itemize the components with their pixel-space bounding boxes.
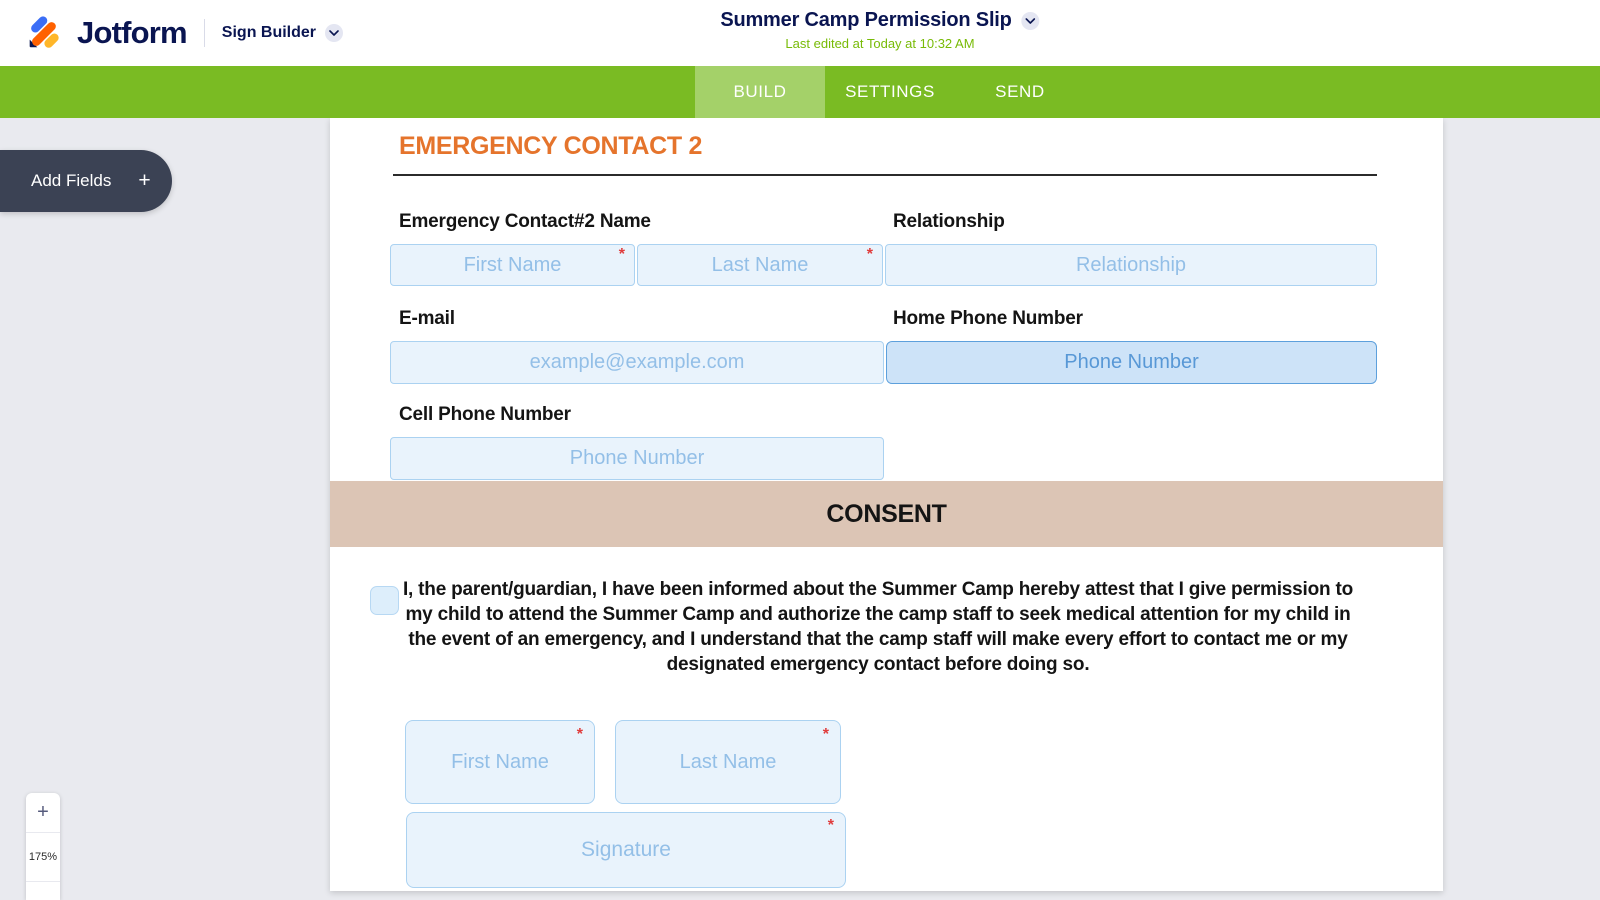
tab-send[interactable]: SEND (995, 82, 1045, 101)
add-fields-label: Add Fields (31, 171, 112, 190)
label-emergency-contact-name[interactable]: Emergency Contact#2 Name (399, 211, 651, 232)
required-asterisk: * (827, 817, 834, 834)
jotform-logo-icon[interactable] (24, 14, 62, 52)
label-relationship[interactable]: Relationship (893, 211, 1005, 232)
label-email[interactable]: E-mail (399, 308, 455, 329)
input-home-phone[interactable] (886, 341, 1377, 384)
section-heading-emergency-contact-2[interactable]: EMERGENCY CONTACT 2 (399, 132, 703, 160)
brand-area (24, 0, 343, 66)
consent-heading-text: CONSENT (826, 499, 947, 528)
input-relationship[interactable] (885, 244, 1377, 286)
consent-checkbox[interactable] (370, 586, 399, 615)
form-canvas (330, 118, 1443, 891)
input-first-name[interactable] (390, 244, 635, 286)
zoom-control (26, 793, 60, 900)
required-asterisk: * (618, 246, 625, 263)
form-title-block (720, 9, 1039, 51)
title-chevron-down-icon[interactable] (1022, 12, 1040, 30)
plus-icon: + (37, 801, 49, 823)
first-name-placeholder: First Name (451, 750, 549, 773)
consent-input-signature[interactable] (406, 812, 846, 888)
zoom-in-button[interactable] (26, 793, 60, 833)
builder-navbar (0, 66, 1600, 118)
form-title[interactable]: Summer Camp Permission Slip (720, 9, 1012, 31)
phone-placeholder: Phone Number (569, 447, 705, 469)
tab-build[interactable]: BUILD (695, 66, 825, 118)
zoom-level-indicator[interactable]: 175% (26, 833, 60, 882)
product-name: Sign Builder (221, 24, 317, 41)
nav-tabs (695, 66, 1085, 118)
logo-wordmark[interactable]: Jotform (77, 15, 187, 50)
phone-placeholder: Phone Number (1064, 351, 1199, 373)
required-asterisk: * (822, 726, 829, 743)
tab-settings[interactable]: SETTINGS (845, 82, 935, 101)
label-cell-phone[interactable]: Cell Phone Number (399, 404, 571, 425)
first-name-placeholder: First Name (463, 253, 562, 276)
required-asterisk: * (866, 246, 873, 263)
input-cell-phone[interactable] (390, 437, 884, 480)
signature-placeholder: Signature (581, 838, 671, 861)
consent-statement[interactable]: I, the parent/guardian, I have been informed about the Summer Camp hereby attest that I give permission to my child to attend the Summer Camp and authorize the camp staff to seek medical attention for my child in the event of an emergency, and I understand that the camp staff will make every effort to contact me or my designated emergency contact before doing so. (402, 579, 1354, 675)
section-heading-consent[interactable] (330, 481, 1443, 547)
required-asterisk: * (576, 726, 583, 743)
relationship-placeholder: Relationship (1075, 253, 1187, 276)
consent-input-last-name[interactable] (615, 720, 841, 804)
consent-input-first-name[interactable] (405, 720, 595, 804)
label-home-phone[interactable]: Home Phone Number (893, 308, 1083, 329)
app-header (0, 0, 1600, 66)
last-name-placeholder: Last Name (711, 253, 809, 276)
last-name-placeholder: Last Name (679, 750, 777, 773)
zoom-out-button[interactable] (26, 882, 60, 900)
product-chevron-down-icon[interactable] (325, 24, 343, 42)
input-email[interactable] (390, 341, 884, 384)
plus-icon: + (138, 169, 151, 192)
header-divider (204, 19, 205, 47)
email-placeholder: example@example.com (529, 351, 745, 373)
add-fields-button[interactable] (0, 150, 172, 212)
product-switcher[interactable] (222, 24, 343, 42)
last-edited-status: Last edited at Today at 10:32 AM (785, 36, 975, 51)
heading-underline (393, 174, 1377, 176)
input-last-name[interactable] (637, 244, 883, 286)
